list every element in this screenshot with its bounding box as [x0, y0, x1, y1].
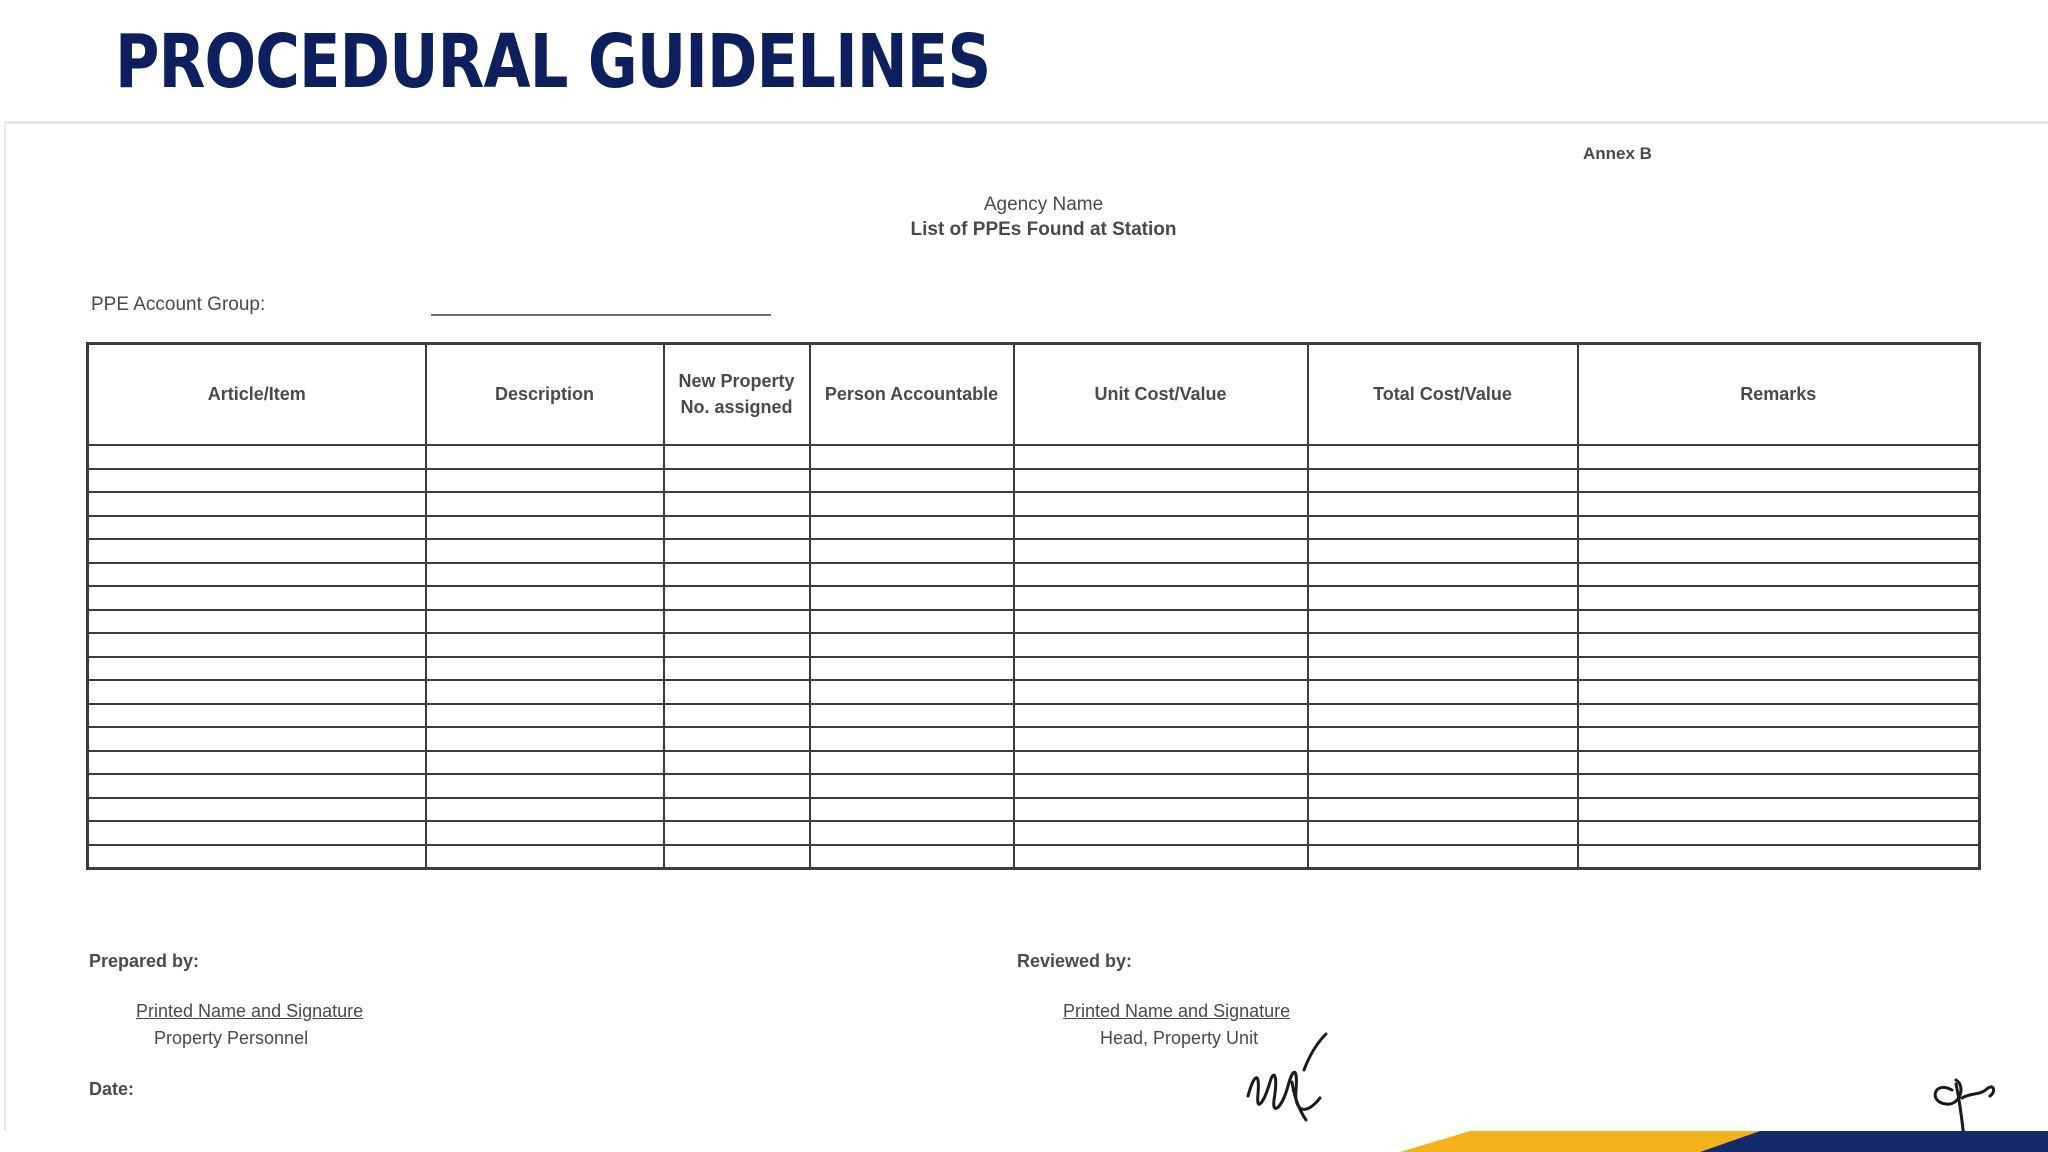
table-cell — [664, 704, 810, 728]
table-cell — [1014, 610, 1308, 634]
table-cell — [664, 845, 810, 869]
table-row — [88, 727, 1980, 751]
table-cell — [1308, 657, 1578, 681]
table-cell — [810, 539, 1014, 563]
table-cell — [1308, 586, 1578, 610]
table-cell — [1014, 774, 1308, 798]
table-cell — [1014, 445, 1308, 469]
table-cell — [1014, 680, 1308, 704]
table-cell — [88, 845, 426, 869]
column-header-remarks: Remarks — [1578, 344, 1980, 446]
slide-title: PROCEDURAL GUIDELINES — [115, 19, 991, 105]
table-cell — [810, 727, 1014, 751]
handwritten-signature — [1234, 1024, 1344, 1134]
table-row — [88, 821, 1980, 845]
table-cell — [664, 563, 810, 587]
table-cell — [1308, 680, 1578, 704]
table-cell — [1578, 727, 1980, 751]
table-cell — [1308, 610, 1578, 634]
table-row — [88, 774, 1980, 798]
table-cell — [88, 774, 426, 798]
account-group-blank-line — [431, 314, 771, 316]
table-cell — [1014, 727, 1308, 751]
table-cell — [426, 563, 664, 587]
table-cell — [88, 563, 426, 587]
table-cell — [426, 727, 664, 751]
column-header-person-accountable: Person Accountable — [810, 344, 1014, 446]
table-cell — [810, 633, 1014, 657]
table-cell — [1014, 821, 1308, 845]
table-cell — [664, 727, 810, 751]
table-cell — [426, 586, 664, 610]
table-cell — [88, 445, 426, 469]
table-cell — [664, 610, 810, 634]
table-cell — [426, 821, 664, 845]
table-cell — [810, 845, 1014, 869]
table-cell — [1308, 845, 1578, 869]
table-cell — [1578, 751, 1980, 775]
table-cell — [1014, 469, 1308, 493]
table-cell — [88, 586, 426, 610]
prepared-signature-line: Printed Name and Signature — [136, 1001, 364, 1021]
table-cell — [1578, 704, 1980, 728]
column-header-article: Article/Item — [88, 344, 426, 446]
table-cell — [1308, 445, 1578, 469]
table-cell — [810, 821, 1014, 845]
column-header-description: Description — [426, 344, 664, 446]
table-cell — [1308, 469, 1578, 493]
table-cell — [88, 751, 426, 775]
table-cell — [810, 680, 1014, 704]
table-body — [88, 445, 1980, 869]
table-cell — [1578, 516, 1980, 540]
scanned-form — [4, 121, 2048, 1131]
table-cell — [426, 445, 664, 469]
table-cell — [1308, 563, 1578, 587]
table-cell — [1578, 845, 1980, 869]
table-cell — [1578, 798, 1980, 822]
reviewed-role: Head, Property Unit — [1100, 1028, 1259, 1048]
table-cell — [426, 774, 664, 798]
table-row — [88, 657, 1980, 681]
table-cell — [1308, 798, 1578, 822]
date-label: Date: — [89, 1079, 135, 1099]
table-row — [88, 516, 1980, 540]
table-row — [88, 704, 1980, 728]
table-cell — [1014, 539, 1308, 563]
table-row — [88, 469, 1980, 493]
table-cell — [664, 798, 810, 822]
table-cell — [664, 821, 810, 845]
table-cell — [1014, 492, 1308, 516]
table-cell — [664, 680, 810, 704]
table-cell — [88, 680, 426, 704]
table-cell — [426, 798, 664, 822]
table-cell — [810, 774, 1014, 798]
table-cell — [664, 657, 810, 681]
table-cell — [810, 798, 1014, 822]
table-cell — [1308, 492, 1578, 516]
table-cell — [664, 751, 810, 775]
table-row — [88, 563, 1980, 587]
table-cell — [1578, 821, 1980, 845]
table-cell — [1308, 774, 1578, 798]
table-cell — [426, 516, 664, 540]
table-cell — [1578, 539, 1980, 563]
table-cell — [664, 633, 810, 657]
table-row — [88, 610, 1980, 634]
table-cell — [426, 680, 664, 704]
table-cell — [88, 610, 426, 634]
column-header-total-cost: Total Cost/Value — [1308, 344, 1578, 446]
handwritten-initial — [1916, 1062, 2006, 1142]
table-cell — [426, 751, 664, 775]
table-cell — [88, 633, 426, 657]
table-cell — [1014, 657, 1308, 681]
table-cell — [88, 704, 426, 728]
table-cell — [1014, 798, 1308, 822]
table-cell — [1308, 633, 1578, 657]
table-cell — [810, 704, 1014, 728]
table-cell — [1308, 516, 1578, 540]
table-cell — [810, 445, 1014, 469]
table-cell — [88, 821, 426, 845]
table-cell — [1578, 563, 1980, 587]
table-cell — [88, 516, 426, 540]
table-cell — [1014, 704, 1308, 728]
table-cell — [1014, 516, 1308, 540]
table-cell — [1578, 680, 1980, 704]
table-cell — [810, 751, 1014, 775]
form-title: List of PPEs Found at Station — [910, 219, 1177, 240]
table-cell — [426, 704, 664, 728]
table-cell — [426, 845, 664, 869]
table-cell — [810, 516, 1014, 540]
table-cell — [810, 610, 1014, 634]
table-row — [88, 798, 1980, 822]
table-cell — [1014, 633, 1308, 657]
table-cell — [810, 657, 1014, 681]
table-row — [88, 445, 1980, 469]
table-cell — [1308, 821, 1578, 845]
table-cell — [810, 469, 1014, 493]
table-cell — [1308, 704, 1578, 728]
table-cell — [426, 539, 664, 563]
table-cell — [1578, 774, 1980, 798]
table-cell — [426, 492, 664, 516]
table-row — [88, 539, 1980, 563]
table-cell — [88, 798, 426, 822]
table-cell — [88, 657, 426, 681]
column-header-property-no: New Property No. assigned — [664, 344, 810, 446]
annex-label: Annex B — [1583, 144, 1652, 163]
account-group-label: PPE Account Group: — [91, 294, 266, 315]
table-cell — [1578, 492, 1980, 516]
table-row — [88, 680, 1980, 704]
table-cell — [664, 445, 810, 469]
table-header-row — [88, 344, 1980, 446]
table-row — [88, 751, 1980, 775]
table-cell — [1308, 727, 1578, 751]
table-cell — [664, 516, 810, 540]
table-cell — [88, 727, 426, 751]
prepared-by-label: Prepared by: — [89, 951, 200, 971]
table-cell — [1578, 610, 1980, 634]
table-cell — [426, 657, 664, 681]
table-cell — [664, 774, 810, 798]
table-row — [88, 633, 1980, 657]
table-cell — [1308, 539, 1578, 563]
table-cell — [88, 469, 426, 493]
table-cell — [1578, 586, 1980, 610]
table-cell — [88, 492, 426, 516]
table-cell — [426, 610, 664, 634]
table-cell — [810, 563, 1014, 587]
table-cell — [1308, 751, 1578, 775]
table-cell — [664, 469, 810, 493]
table-cell — [1578, 633, 1980, 657]
table-row — [88, 845, 1980, 869]
table-cell — [664, 492, 810, 516]
table-row — [88, 586, 1980, 610]
table-cell — [810, 492, 1014, 516]
table-cell — [88, 539, 426, 563]
reviewed-by-label: Reviewed by: — [1017, 951, 1133, 971]
table-cell — [1578, 657, 1980, 681]
ppe-table — [86, 342, 1981, 870]
reviewed-signature-line: Printed Name and Signature — [1063, 1001, 1291, 1021]
table-cell — [1014, 751, 1308, 775]
prepared-role: Property Personnel — [154, 1028, 309, 1048]
agency-name: Agency Name — [983, 194, 1104, 215]
table-cell — [426, 633, 664, 657]
table-row — [88, 492, 1980, 516]
footer-accent-band — [0, 1131, 2048, 1152]
table-cell — [1578, 445, 1980, 469]
table-cell — [664, 586, 810, 610]
table-cell — [1014, 845, 1308, 869]
table-cell — [810, 586, 1014, 610]
column-header-unit-cost: Unit Cost/Value — [1014, 344, 1308, 446]
table-cell — [426, 469, 664, 493]
table-cell — [664, 539, 810, 563]
table-cell — [1578, 469, 1980, 493]
table-cell — [1014, 586, 1308, 610]
table-cell — [1014, 563, 1308, 587]
